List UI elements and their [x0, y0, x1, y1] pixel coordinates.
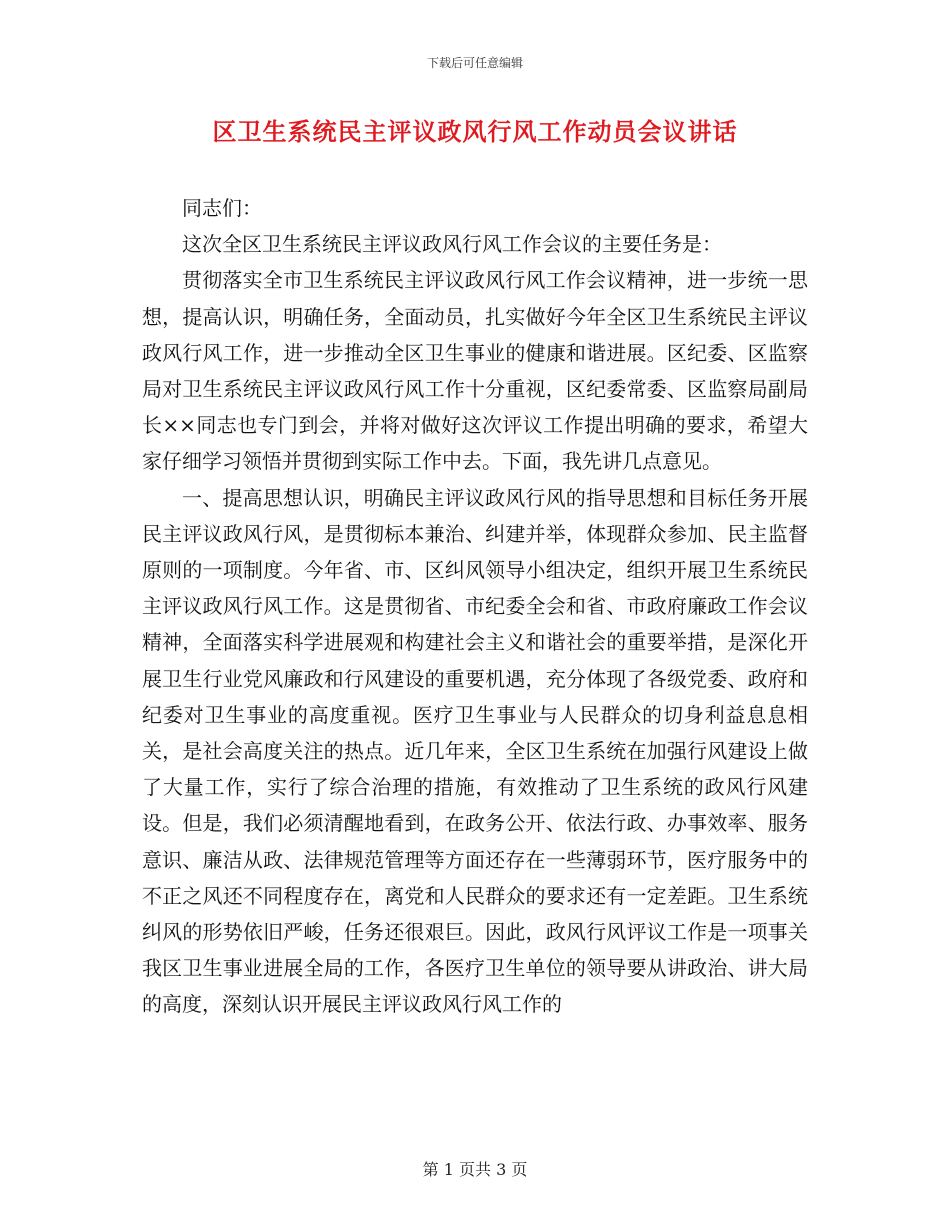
document-title: 区卫生系统民主评议政风行风工作动员会议讲话: [212, 117, 738, 146]
header-note: 下载后可任意编辑: [426, 56, 523, 70]
task-intro-paragraph: 这次全区卫生系统民主评议政风行风工作会议的主要任务是：: [182, 232, 722, 257]
implementation-paragraph: 贯彻落实全市卫生系统民主评议政风行风工作会议精神，进一步统一思想，提高认识，明确任务，全面动员，扎实做好今年全区卫生系统民主评议政风行风工作，进一步推动全区卫生事业的健康和谐进展。区纪委、区监察局对卫生系统民主评议政风行风工作十分重视，区纪委常委、区监察局副局长××同志也专门到会，并将对做好这次评议工作提出明确的要求，希望大家仔细学习领悟并贯彻到实际工作中去。下面，我先讲几点意见。: [142, 268, 808, 474]
document-body: [142, 190, 808, 1023]
salutation-paragraph: 同志们：: [182, 196, 262, 220]
page-number: 第 1 页共 3 页: [422, 1160, 528, 1179]
section-one-paragraph: 一、提高思想认识，明确民主评议政风行风的指导思想和目标任务开展民主评议政风行风，是贯彻标本兼治、纠建并举，体现群众参加、民主监督原则的一项制度。今年省、市、区纠风领导小组决定，组织开展卫生系统民主评议政风行风工作。这是贯彻省、市纪委全会和省、市政府廉政工作会议精神，全面落实科学进展观和构建社会主义和谐社会的重要举措，是深化开展卫生行业党风廉政和行风建设的重要机遇，充分体现了各级党委、政府和纪委对卫生事业的高度重视。医疗卫生事业与人民群众的切身利益息息相关，是社会高度关注的热点。近几年来，全区卫生系统在加强行风建设上做了大量工作，实行了综合治理的措施，有效推动了卫生系统的政风行风建设。但是，我们必须清醒地看到，在政务公开、依法行政、办事效率、服务意识、廉洁从政、法律规范管理等方面还存在一些薄弱环节，医疗服务中的不正之风还不同程度存在，离党和人民群众的要求还有一定差距。卫生系统纠风的形势依旧严峻，任务还很艰巨。因此，政风行风评议工作是一项事关我区卫生事业进展全局的工作，各医疗卫生单位的领导要从讲政治、讲大局的高度，深刻认识开展民主评议政风行风工作的: [142, 485, 808, 1017]
